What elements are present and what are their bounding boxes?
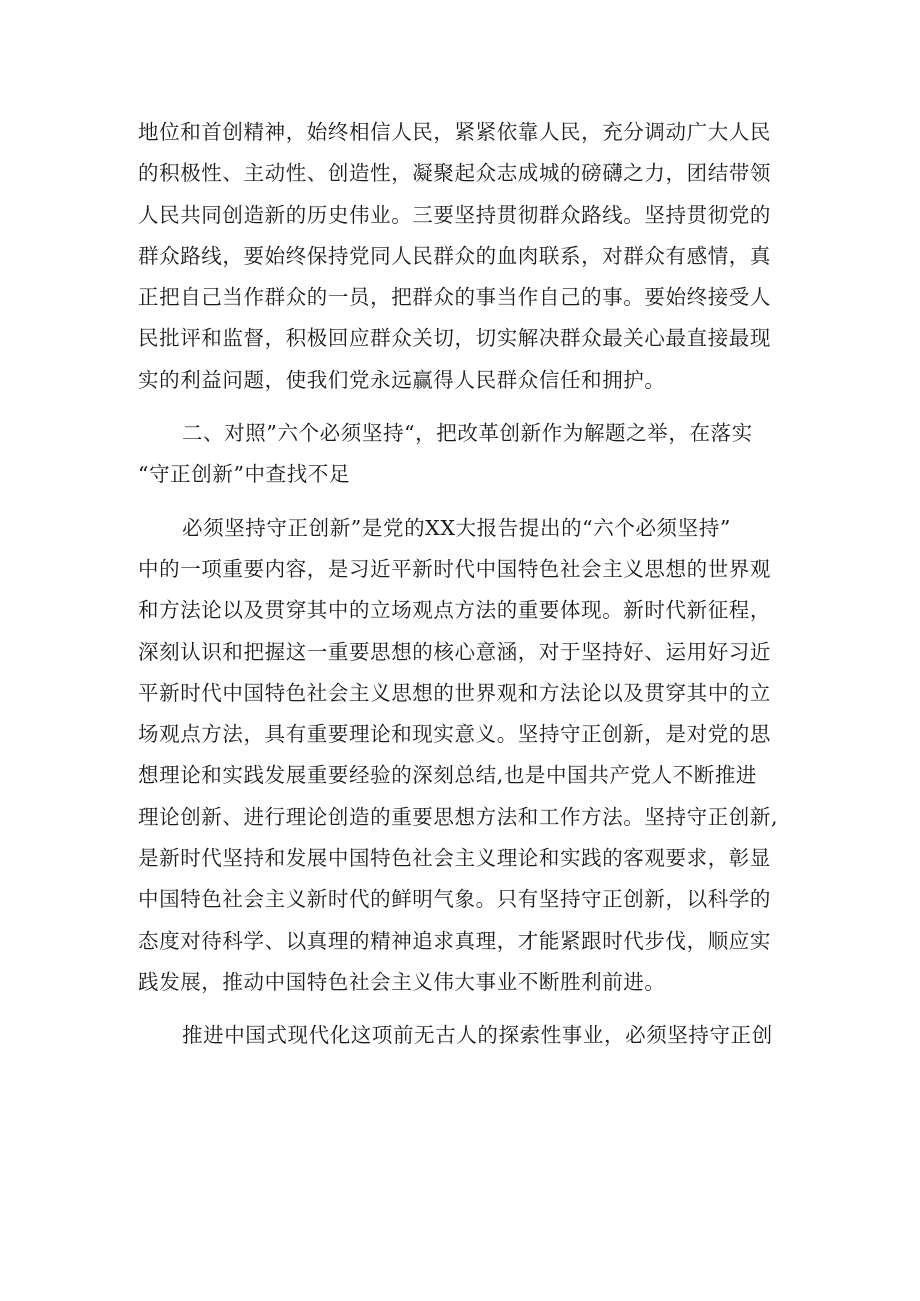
text-line: 实的利益问题，使我们党永远赢得人民群众信任和拥护。 bbox=[138, 367, 666, 392]
paragraph-people-centered bbox=[138, 112, 798, 401]
text-line: 想理论和实践发展重要经验的深刻总结,也是中国共产党人不断推进 bbox=[138, 763, 758, 788]
text-line: 深刻认识和把握这一重要思想的核心意涵，对于坚持好、运用好习近 bbox=[138, 639, 771, 664]
paragraph-innovation bbox=[138, 508, 798, 1004]
text-line: 推进中国式现代化这项前无古人的探索性事业，必须坚持守正创 bbox=[182, 1023, 773, 1048]
text-line: 必须坚持守正创新”是党的XX大报告提出的“六个必须坚持” bbox=[182, 515, 731, 540]
text-line: 场观点方法，具有重要理论和现实意义。坚持守正创新，是对党的思 bbox=[138, 722, 771, 747]
text-line: 民批评和监督，积极回应群众关切，切实解决群众最关心最直接最现 bbox=[138, 326, 771, 351]
heading-line: 二、对照”六个必须坚持“，把改革创新作为解题之举，在落实 bbox=[182, 421, 753, 446]
text-line: 平新时代中国特色社会主义思想的世界观和方法论以及贯穿其中的立 bbox=[138, 680, 771, 705]
text-line: 群众路线，要始终保持党同人民群众的血肉联系，对群众有感情，真 bbox=[138, 243, 771, 268]
heading-line: “守正创新”中查找不足 bbox=[138, 462, 351, 487]
section-heading bbox=[138, 413, 798, 496]
text-line: 是新时代坚持和发展中国特色社会主义理论和实践的客观要求，彰显 bbox=[138, 846, 771, 871]
text-line: 的积极性、主动性、创造性，凝聚起众志成城的磅礴之力，团结带领 bbox=[138, 161, 771, 186]
text-line: 地位和首创精神，始终相信人民，紧紧依靠人民，充分调动广大人民 bbox=[138, 120, 771, 144]
text-line: 中国特色社会主义新时代的鲜明气象。只有坚持守正创新，以科学的 bbox=[138, 887, 771, 912]
text-line: 践发展，推动中国特色社会主义伟大事业不断胜利前进。 bbox=[138, 969, 666, 994]
text-line: 中的一项重要内容，是习近平新时代中国特色社会主义思想的世界观 bbox=[138, 556, 771, 581]
text-line: 人民共同创造新的历史伟业。三要坚持贯彻群众路线。坚持贯彻党的 bbox=[138, 202, 771, 227]
text-line: 态度对待科学、以真理的精神追求真理，才能紧跟时代步伐，顺应实 bbox=[138, 928, 771, 953]
text-line: 和方法论以及贯穿其中的立场观点方法的重要体现。新时代新征程， bbox=[138, 598, 771, 623]
document-body bbox=[138, 112, 798, 1057]
text-line: 正把自己当作群众的一员，把群众的事当作自己的事。要始终接受人 bbox=[138, 285, 771, 310]
text-line: 理论创新、进行理论创造的重要思想方法和工作方法。坚持守正创新, bbox=[138, 804, 779, 829]
paragraph-modernization bbox=[138, 1015, 798, 1056]
